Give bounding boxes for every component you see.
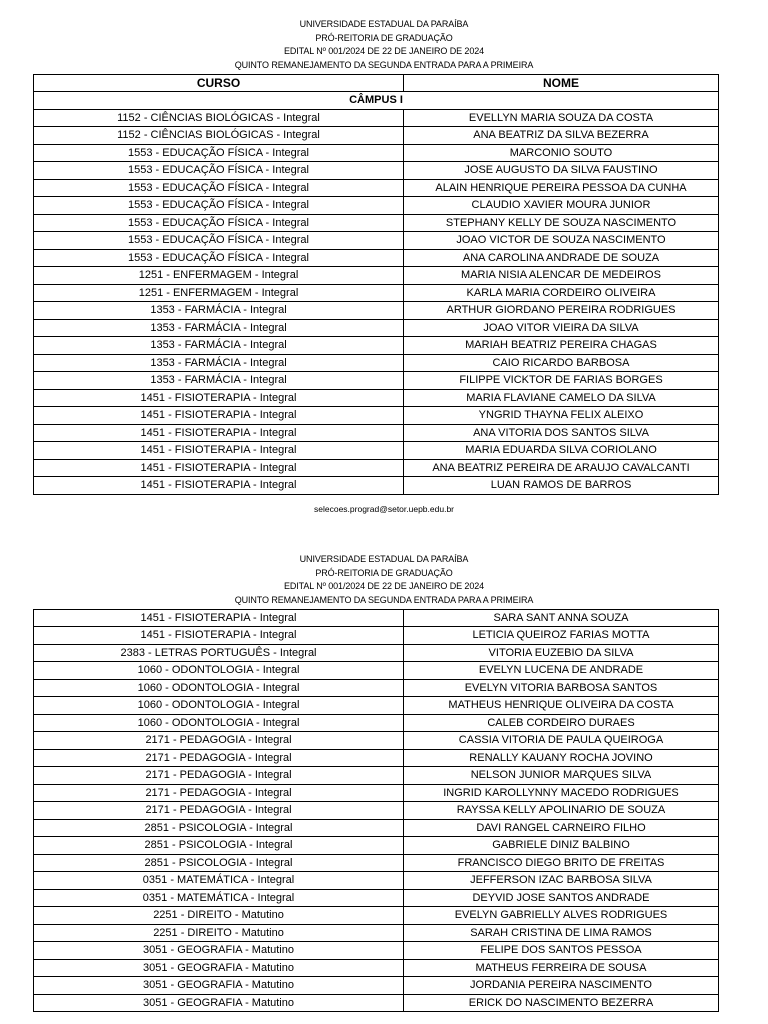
curso-cell: 1451 - FISIOTERAPIA - Integral bbox=[34, 609, 404, 627]
nome-cell: LUAN RAMOS DE BARROS bbox=[404, 477, 719, 495]
curso-cell: 2851 - PSICOLOGIA - Integral bbox=[34, 837, 404, 855]
department-name: PRÓ-REITORIA DE GRADUAÇÃO bbox=[315, 32, 453, 43]
nome-cell: MARIA FLAVIANE CAMELO DA SILVA bbox=[404, 389, 719, 407]
table-row bbox=[34, 942, 719, 960]
nome-cell: ALAIN HENRIQUE PEREIRA PESSOA DA CUNHA bbox=[404, 179, 719, 197]
nome-cell: VITORIA EUZEBIO DA SILVA bbox=[404, 644, 719, 662]
nome-cell: ANA VITORIA DOS SANTOS SILVA bbox=[404, 424, 719, 442]
table-row bbox=[34, 407, 719, 425]
campus-label: CÂMPUS I bbox=[34, 92, 719, 110]
nome-cell: NELSON JUNIOR MARQUES SILVA bbox=[404, 767, 719, 785]
university-name: UNIVERSIDADE ESTADUAL DA PARAÍBA bbox=[299, 553, 469, 564]
curso-cell: 1353 - FARMÁCIA - Integral bbox=[34, 354, 404, 372]
curso-cell: 3051 - GEOGRAFIA - Matutino bbox=[34, 994, 404, 1012]
curso-cell: 1553 - EDUCAÇÃO FÍSICA - Integral bbox=[34, 162, 404, 180]
nome-cell: ANA BEATRIZ DA SILVA BEZERRA bbox=[404, 127, 719, 145]
table-row bbox=[34, 442, 719, 460]
nome-cell: ANA BEATRIZ PEREIRA DE ARAUJO CAVALCANTI bbox=[404, 459, 719, 477]
results-table bbox=[33, 609, 719, 1013]
nome-cell: CASSIA VITORIA DE PAULA QUEIROGA bbox=[404, 732, 719, 750]
curso-cell: 1553 - EDUCAÇÃO FÍSICA - Integral bbox=[34, 214, 404, 232]
curso-cell: 1060 - ODONTOLOGIA - Integral bbox=[34, 697, 404, 715]
table-row bbox=[34, 784, 719, 802]
nome-cell: MATHEUS HENRIQUE OLIVEIRA DA COSTA bbox=[404, 697, 719, 715]
table-row bbox=[34, 732, 719, 750]
table-row bbox=[34, 127, 719, 145]
table-row bbox=[34, 424, 719, 442]
nome-cell: JEFFERSON IZAC BARBOSA SILVA bbox=[404, 872, 719, 890]
table-header-row bbox=[34, 74, 719, 92]
table-row bbox=[34, 214, 719, 232]
table-row bbox=[34, 477, 719, 495]
curso-cell: 1060 - ODONTOLOGIA - Integral bbox=[34, 662, 404, 680]
curso-cell: 1152 - CIÊNCIAS BIOLÓGICAS - Integral bbox=[34, 109, 404, 127]
table-row bbox=[34, 267, 719, 285]
table-row bbox=[34, 197, 719, 215]
curso-cell: 1152 - CIÊNCIAS BIOLÓGICAS - Integral bbox=[34, 127, 404, 145]
nome-cell: KARLA MARIA CORDEIRO OLIVEIRA bbox=[404, 284, 719, 302]
curso-cell: 2171 - PEDAGOGIA - Integral bbox=[34, 784, 404, 802]
edital-title: EDITAL Nº 001/2024 DE 22 DE JANEIRO DE 2024 bbox=[283, 581, 485, 592]
nome-cell: FILIPPE VICKTOR DE FARIAS BORGES bbox=[404, 372, 719, 390]
footer-email: selecoes.prograd@setor.uepb.edu.br bbox=[314, 503, 454, 514]
table-row bbox=[34, 994, 719, 1012]
column-header-curso: CURSO bbox=[34, 74, 404, 92]
document-subtitle: QUINTO REMANEJAMENTO DA SEGUNDA ENTRADA PARA A PRIMEIRA bbox=[234, 594, 534, 605]
nome-cell: ERICK DO NASCIMENTO BEZERRA bbox=[404, 994, 719, 1012]
nome-cell: CAIO RICARDO BARBOSA bbox=[404, 354, 719, 372]
curso-cell: 1251 - ENFERMAGEM - Integral bbox=[34, 267, 404, 285]
curso-cell: 1553 - EDUCAÇÃO FÍSICA - Integral bbox=[34, 179, 404, 197]
department-name: PRÓ-REITORIA DE GRADUAÇÃO bbox=[315, 567, 453, 578]
curso-cell: 2171 - PEDAGOGIA - Integral bbox=[34, 767, 404, 785]
table-row bbox=[34, 627, 719, 645]
table-row bbox=[34, 232, 719, 250]
curso-cell: 2171 - PEDAGOGIA - Integral bbox=[34, 802, 404, 820]
table-row bbox=[34, 977, 719, 995]
table-row bbox=[34, 354, 719, 372]
table-row bbox=[34, 609, 719, 627]
nome-cell: DEYVID JOSE SANTOS ANDRADE bbox=[404, 889, 719, 907]
table-row bbox=[34, 319, 719, 337]
nome-cell: FELIPE DOS SANTOS PESSOA bbox=[404, 942, 719, 960]
table-row bbox=[34, 249, 719, 267]
table-row bbox=[34, 872, 719, 890]
nome-cell: RENALLY KAUANY ROCHA JOVINO bbox=[404, 749, 719, 767]
nome-cell: CLAUDIO XAVIER MOURA JUNIOR bbox=[404, 197, 719, 215]
table-row bbox=[34, 802, 719, 820]
curso-cell: 0351 - MATEMÁTICA - Integral bbox=[34, 872, 404, 890]
nome-cell: STEPHANY KELLY DE SOUZA NASCIMENTO bbox=[404, 214, 719, 232]
nome-cell: YNGRID THAYNA FELIX ALEIXO bbox=[404, 407, 719, 425]
nome-cell: RAYSSA KELLY APOLINARIO DE SOUZA bbox=[404, 802, 719, 820]
curso-cell: 1553 - EDUCAÇÃO FÍSICA - Integral bbox=[34, 197, 404, 215]
page-header bbox=[0, 553, 768, 608]
curso-cell: 1451 - FISIOTERAPIA - Integral bbox=[34, 424, 404, 442]
nome-cell: SARA SANT ANNA SOUZA bbox=[404, 609, 719, 627]
column-header-nome: NOME bbox=[404, 74, 719, 92]
nome-cell: ARTHUR GIORDANO PEREIRA RODRIGUES bbox=[404, 302, 719, 320]
table-row bbox=[34, 644, 719, 662]
table-row bbox=[34, 179, 719, 197]
curso-cell: 1353 - FARMÁCIA - Integral bbox=[34, 302, 404, 320]
curso-cell: 1353 - FARMÁCIA - Integral bbox=[34, 319, 404, 337]
nome-cell: JOAO VICTOR DE SOUZA NASCIMENTO bbox=[404, 232, 719, 250]
nome-cell: JOSE AUGUSTO DA SILVA FAUSTINO bbox=[404, 162, 719, 180]
curso-cell: 1060 - ODONTOLOGIA - Integral bbox=[34, 679, 404, 697]
nome-cell: MARIAH BEATRIZ PEREIRA CHAGAS bbox=[404, 337, 719, 355]
nome-cell: INGRID KAROLLYNNY MACEDO RODRIGUES bbox=[404, 784, 719, 802]
nome-cell: SARAH CRISTINA DE LIMA RAMOS bbox=[404, 924, 719, 942]
curso-cell: 2251 - DIREITO - Matutino bbox=[34, 924, 404, 942]
curso-cell: 1353 - FARMÁCIA - Integral bbox=[34, 337, 404, 355]
curso-cell: 1451 - FISIOTERAPIA - Integral bbox=[34, 407, 404, 425]
nome-cell: MARCONIO SOUTO bbox=[404, 144, 719, 162]
curso-cell: 3051 - GEOGRAFIA - Matutino bbox=[34, 959, 404, 977]
table-row bbox=[34, 959, 719, 977]
curso-cell: 1553 - EDUCAÇÃO FÍSICA - Integral bbox=[34, 232, 404, 250]
curso-cell: 2851 - PSICOLOGIA - Integral bbox=[34, 819, 404, 837]
curso-cell: 2171 - PEDAGOGIA - Integral bbox=[34, 732, 404, 750]
curso-cell: 3051 - GEOGRAFIA - Matutino bbox=[34, 942, 404, 960]
table-row bbox=[34, 109, 719, 127]
table-row bbox=[34, 302, 719, 320]
curso-cell: 1553 - EDUCAÇÃO FÍSICA - Integral bbox=[34, 249, 404, 267]
university-name: UNIVERSIDADE ESTADUAL DA PARAÍBA bbox=[299, 19, 469, 29]
table-row bbox=[34, 767, 719, 785]
document-subtitle: QUINTO REMANEJAMENTO DA SEGUNDA ENTRADA PARA A PRIMEIRA bbox=[234, 60, 534, 71]
table-row bbox=[34, 337, 719, 355]
curso-cell: 1060 - ODONTOLOGIA - Integral bbox=[34, 714, 404, 732]
table-row bbox=[34, 907, 719, 925]
table-row bbox=[34, 819, 719, 837]
table-row bbox=[34, 459, 719, 477]
table-row bbox=[34, 679, 719, 697]
curso-cell: 1451 - FISIOTERAPIA - Integral bbox=[34, 627, 404, 645]
nome-cell: EVELYN LUCENA DE ANDRADE bbox=[404, 662, 719, 680]
table-row bbox=[34, 889, 719, 907]
table-row bbox=[34, 714, 719, 732]
curso-cell: 0351 - MATEMÁTICA - Integral bbox=[34, 889, 404, 907]
page-header bbox=[0, 0, 768, 73]
table-row bbox=[34, 924, 719, 942]
nome-cell: FRANCISCO DIEGO BRITO DE FREITAS bbox=[404, 854, 719, 872]
table-row bbox=[34, 372, 719, 390]
nome-cell: JORDANIA PEREIRA NASCIMENTO bbox=[404, 977, 719, 995]
curso-cell: 1353 - FARMÁCIA - Integral bbox=[34, 372, 404, 390]
nome-cell: GABRIELE DINIZ BALBINO bbox=[404, 837, 719, 855]
table-row bbox=[34, 837, 719, 855]
curso-cell: 1451 - FISIOTERAPIA - Integral bbox=[34, 459, 404, 477]
nome-cell: CALEB CORDEIRO DURAES bbox=[404, 714, 719, 732]
nome-cell: MATHEUS FERREIRA DE SOUSA bbox=[404, 959, 719, 977]
curso-cell: 1451 - FISIOTERAPIA - Integral bbox=[34, 442, 404, 460]
nome-cell: MARIA NISIA ALENCAR DE MEDEIROS bbox=[404, 267, 719, 285]
curso-cell: 2251 - DIREITO - Matutino bbox=[34, 907, 404, 925]
nome-cell: LETICIA QUEIROZ FARIAS MOTTA bbox=[404, 627, 719, 645]
curso-cell: 2383 - LETRAS PORTUGUÊS - Integral bbox=[34, 644, 404, 662]
nome-cell: DAVI RANGEL CARNEIRO FILHO bbox=[404, 819, 719, 837]
table-row bbox=[34, 144, 719, 162]
campus-row bbox=[34, 92, 719, 110]
curso-cell: 3051 - GEOGRAFIA - Matutino bbox=[34, 977, 404, 995]
curso-cell: 1553 - EDUCAÇÃO FÍSICA - Integral bbox=[34, 144, 404, 162]
nome-cell: JOAO VITOR VIEIRA DA SILVA bbox=[404, 319, 719, 337]
table-row bbox=[34, 854, 719, 872]
nome-cell: EVELYN VITORIA BARBOSA SANTOS bbox=[404, 679, 719, 697]
curso-cell: 2171 - PEDAGOGIA - Integral bbox=[34, 749, 404, 767]
table-row bbox=[34, 389, 719, 407]
results-table bbox=[33, 74, 719, 495]
table-row bbox=[34, 284, 719, 302]
table-row bbox=[34, 662, 719, 680]
nome-cell: MARIA EDUARDA SILVA CORIOLANO bbox=[404, 442, 719, 460]
table-row bbox=[34, 697, 719, 715]
curso-cell: 2851 - PSICOLOGIA - Integral bbox=[34, 854, 404, 872]
curso-cell: 1451 - FISIOTERAPIA - Integral bbox=[34, 389, 404, 407]
curso-cell: 1251 - ENFERMAGEM - Integral bbox=[34, 284, 404, 302]
table-row bbox=[34, 749, 719, 767]
edital-title: EDITAL Nº 001/2024 DE 22 DE JANEIRO DE 2024 bbox=[283, 46, 485, 57]
nome-cell: EVELLYN MARIA SOUZA DA COSTA bbox=[404, 109, 719, 127]
curso-cell: 1451 - FISIOTERAPIA - Integral bbox=[34, 477, 404, 495]
table-row bbox=[34, 162, 719, 180]
nome-cell: ANA CAROLINA ANDRADE DE SOUZA bbox=[404, 249, 719, 267]
nome-cell: EVELYN GABRIELLY ALVES RODRIGUES bbox=[404, 907, 719, 925]
